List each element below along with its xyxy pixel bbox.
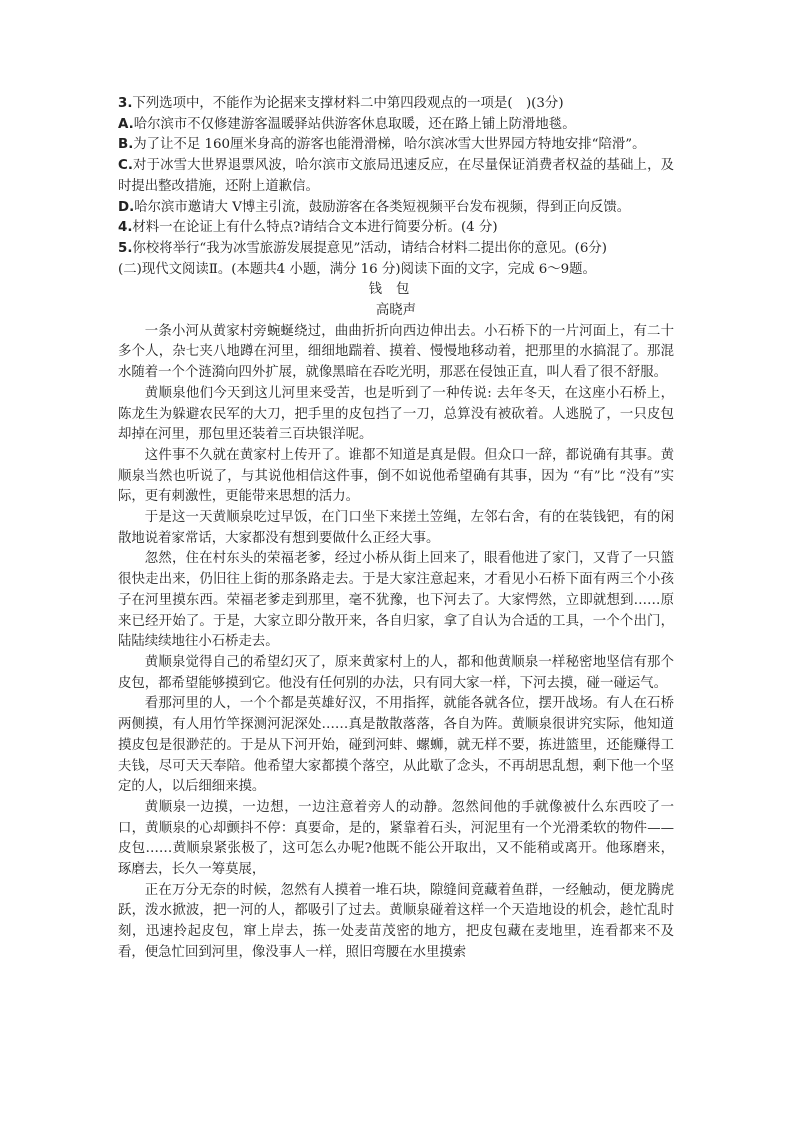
option-letter: B.: [118, 137, 134, 153]
question-number: 5.: [118, 240, 133, 256]
question-text: 你校将举行“我为冰雪旅游发展提意见”活动，请结合材料二提出你的意见。(6分): [132, 240, 607, 256]
story-paragraph: 正在万分无奈的时候，忽然有人摸着一堆石块，隙缝间竟藏着鱼群，一经触动，便龙腾虎跃，泼水掀波，把一河的人，都吸引了过去。黄顺泉碰着这样一个天造地设的机会，趁忙乱时刻，迅速拎起皮包，窜上岸去，拣一处麦苗茂密的地方，把皮包藏在麦地里，连看都来不及看，便急忙回到河里，像没事人一样，照旧弯腰在水里摸索: [118, 882, 674, 960]
option-letter: A.: [118, 116, 134, 132]
story-paragraph: 这件事不久就在黄家村上传开了。谁都不知道是真是假。但众口一辞，都说确有其事。黄顺泉当然也听说了，与其说他相信这件事，倒不如说他希望确有其事，因为 “有”比 “没有”实际，更有刺激性，更能带来思想的活力。: [118, 447, 674, 505]
option-d: [118, 198, 674, 219]
question-number: 3.: [118, 96, 133, 111]
option-text: 哈尔滨市邀请大 V博主引流，鼓励游客在各类短视频平台发布视频，得到正向反馈。: [134, 199, 631, 215]
story-paragraph: 黄顺泉一边摸，一边想，一边注意着旁人的动静。忽然间他的手就像被什么东西咬了一口，黄顺泉的心却颤抖不停：真要命，是的，紧靠着石头，河泥里有一个光滑柔软的物件——皮包……黄顺泉紧张极了，这可怎么办呢?他既不能公开取出，又不能稍或离开。他琢磨来，琢磨去，长久一筹莫展，: [118, 799, 674, 878]
question-3: [118, 94, 674, 115]
option-letter: D.: [118, 199, 135, 215]
option-c: [118, 156, 674, 197]
option-text: 为了让不足 160厘米身高的游客也能滑滑梯，哈尔滨冰雪大世界园方特地安排“陪滑”。: [133, 137, 646, 153]
question-number: 4.: [118, 220, 133, 236]
option-a: [118, 115, 674, 136]
story-paragraph: 黄顺泉觉得自己的希望幻灭了，原来黄家村上的人，都和他黄顺泉一样秘密地坚信有那个皮包，都希望能够摸到它。他没有任何别的办法，只有同大家一样，下河去摸，碰一碰运气。: [118, 654, 674, 691]
document-page: [118, 94, 674, 964]
story-paragraph: 一条小河从黄家村旁蜿蜒绕过，曲曲折折向西边伸出去。小石桥下的一片河面上，有二十多个人，杂七夹八地蹲在河里，细细地踹着、摸着、慢慢地移动着，把那里的水搞混了。那混水随着一个个涟漪向四外扩展，就像黑暗在吞吃光明，那恶在侵蚀正直，叫人看了很不舒服。: [118, 323, 674, 381]
option-b: [118, 135, 674, 156]
story-paragraph: 看那河里的人，一个个都是英雄好汉，不用指挥，就能各就各位，摆开战场。有人在石桥两侧摸，有人用竹竿探测河泥深处……真是散散落落，各自为阵。黄顺泉很讲究实际，他知道摸皮包是很渺茫的。于是从下河开始，碰到河蚌、螺蛳，就无样不要，拣进篮里，还能赚得工夫钱，尽可天天奉陪。他希望大家都摸个落空，从此歇了念头，不再胡思乱想，剩下他一个坚定的人，以后细细来摸。: [118, 696, 674, 795]
story-paragraph: 黄顺泉他们今天到这儿河里来受苦，也是听到了一种传说: 去年冬天，在这座小石桥上，陈龙生为躲避农民军的大刀，把手里的皮包挡了一刀，总算没有被砍着。人逃脱了，一只皮包却掉在河里，那包里还装着三百块银洋呢。: [118, 385, 674, 443]
section-heading: (二)现代文阅读Ⅱ。(本题共4 小题，满分 16 分)阅读下面的文字，完成 6～9题。: [118, 261, 596, 277]
story-paragraph: 忽然，住在村东头的荣福老爹，经过小桥从街上回来了，眼看他进了家门，又背了一只篮很快走出来，仍旧往上街的那条路走去。于是大家注意起来，才看见小石桥下面有两三个小孩子在河里摸东西。荣福老爹走到那里，毫不犹豫，也下河去了。大家愕然，立即就想到……原来已经开始了。于是，大家立即分散开来，各自归家，拿了自认为合适的工具，一个个出门，陆陆续续地往小石桥走去。: [118, 551, 674, 650]
questions-block: [118, 94, 674, 260]
story-body: [118, 322, 674, 964]
story-author: 高晓声: [375, 303, 417, 319]
story-title: 钱包: [368, 282, 424, 298]
question-text: 下列选项中，不能作为论据来支撑材料二中第四段观点的一项是( )(3分): [132, 96, 564, 111]
option-text: 哈尔滨市不仅修建游客温暖驿站供游客休息取暖，还在路上铺上防滑地毯。: [133, 116, 576, 132]
question-4: [118, 218, 674, 239]
question-5: [118, 239, 674, 260]
option-letter: C.: [118, 158, 133, 174]
story-paragraph: 于是这一天黄顺泉吃过早饭，在门口坐下来搓土笠绳，左邻右舍，有的在装钱钯，有的闲散地说着家常话，大家都没有想到要做什么正经大事。: [118, 510, 674, 546]
option-text: 对于冰雪大世界退票风波，哈尔滨市文旅局迅速反应，在尽量保证消费者权益的基础上，及时提出整改措施，还附上道歉信。: [118, 158, 674, 194]
question-text: 材料一在论证上有什么特点?请结合文本进行简要分析。(4 分): [132, 220, 498, 236]
